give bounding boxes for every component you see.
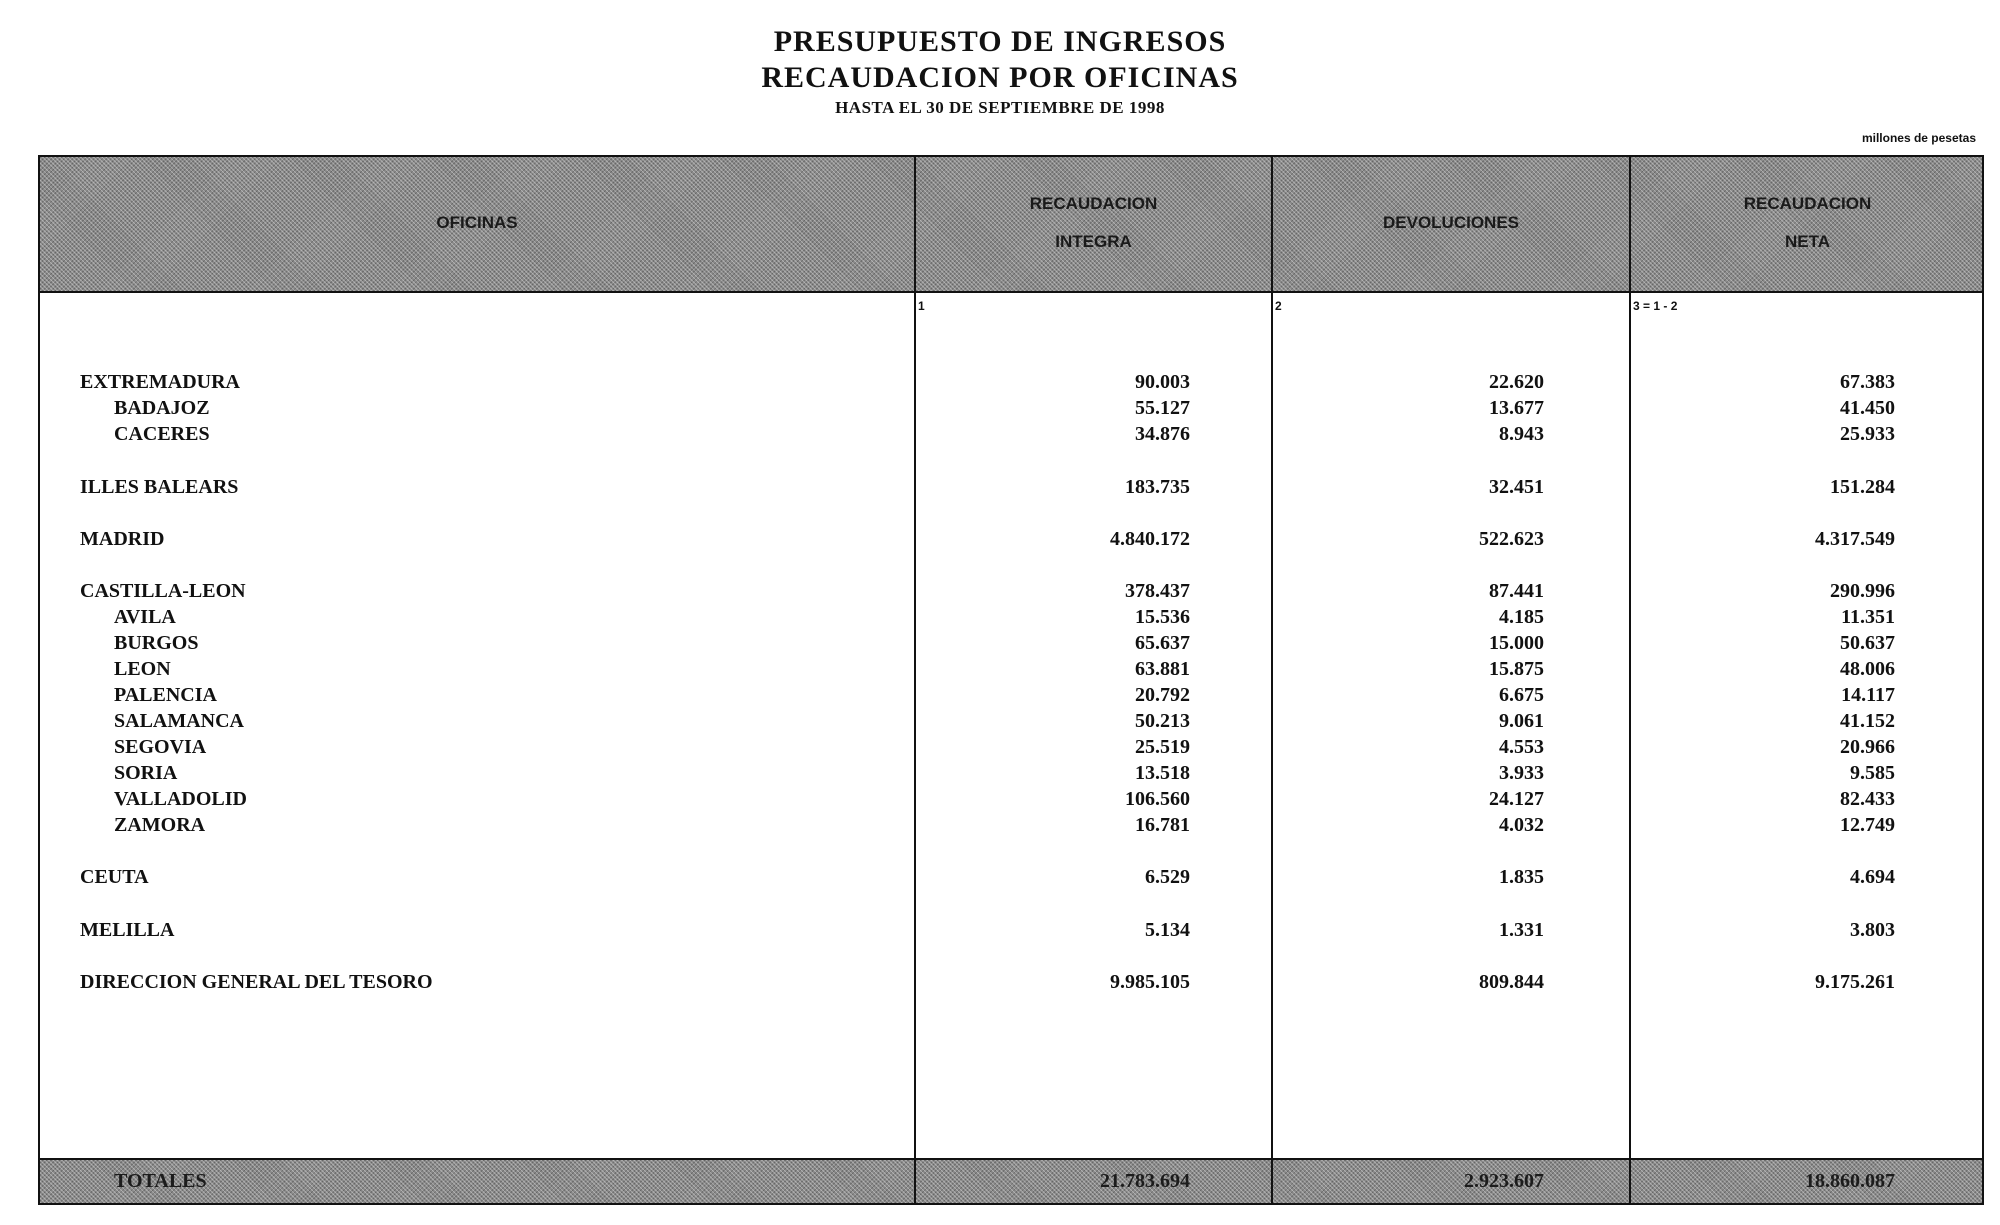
cell-devoluciones: 4.553 bbox=[1499, 736, 1544, 758]
cell-devoluciones: 1.835 bbox=[1499, 866, 1544, 888]
table-row-illes-balears bbox=[40, 474, 1982, 500]
cell-devoluciones: 4.185 bbox=[1499, 606, 1544, 628]
row-label: SORIA bbox=[114, 762, 178, 784]
row-label: ZAMORA bbox=[114, 814, 206, 836]
table-row-melilla bbox=[40, 917, 1982, 943]
cell-neta: 9.175.261 bbox=[1815, 971, 1895, 993]
cell-neta: 11.351 bbox=[1841, 606, 1895, 628]
cell-devoluciones: 32.451 bbox=[1489, 476, 1544, 498]
cell-integra: 55.127 bbox=[1135, 397, 1190, 419]
table-row-soria bbox=[40, 760, 1982, 786]
row-label: AVILA bbox=[114, 606, 176, 628]
cell-integra: 183.735 bbox=[1125, 476, 1190, 498]
cell-devoluciones: 15.875 bbox=[1489, 658, 1544, 680]
header-integra-line2: INTEGRA bbox=[1055, 232, 1132, 251]
table-row-leon bbox=[40, 656, 1982, 682]
cell-integra: 6.529 bbox=[1145, 866, 1190, 888]
row-label: CACERES bbox=[114, 423, 210, 445]
cell-devoluciones: 809.844 bbox=[1479, 971, 1544, 993]
totals-integra: 21.783.694 bbox=[1100, 1170, 1190, 1192]
header-neta-line1: RECAUDACION bbox=[1743, 194, 1872, 213]
row-label: MELILLA bbox=[80, 919, 175, 941]
cell-devoluciones: 24.127 bbox=[1489, 788, 1544, 810]
cell-neta: 14.117 bbox=[1841, 684, 1895, 706]
cell-devoluciones: 522.623 bbox=[1479, 528, 1544, 550]
cell-integra: 20.792 bbox=[1135, 684, 1190, 706]
totals-neta: 18.860.087 bbox=[1805, 1170, 1895, 1192]
cell-neta: 3.803 bbox=[1850, 919, 1895, 941]
table-row-direccion-general-del-tesoro bbox=[40, 969, 1982, 995]
totals-devoluciones: 2.923.607 bbox=[1464, 1170, 1544, 1192]
header-integra-line1: RECAUDACION bbox=[1029, 194, 1158, 213]
cell-neta: 25.933 bbox=[1840, 423, 1895, 445]
table-row-segovia bbox=[40, 734, 1982, 760]
cell-devoluciones: 22.620 bbox=[1489, 371, 1544, 393]
cell-integra: 90.003 bbox=[1135, 371, 1190, 393]
report-date-range: HASTA EL 30 DE SEPTIEMBRE DE 1998 bbox=[835, 98, 1165, 117]
table-row-madrid bbox=[40, 526, 1982, 552]
cell-integra: 16.781 bbox=[1135, 814, 1190, 836]
cell-integra: 65.637 bbox=[1135, 632, 1190, 654]
header-recaudacion-integra bbox=[916, 185, 1271, 261]
cell-devoluciones: 6.675 bbox=[1499, 684, 1544, 706]
row-label: LEON bbox=[114, 658, 171, 680]
cell-integra: 106.560 bbox=[1125, 788, 1190, 810]
cell-integra: 34.876 bbox=[1135, 423, 1190, 445]
row-label: SEGOVIA bbox=[114, 736, 207, 758]
units-label: millones de pesetas bbox=[1861, 131, 1976, 145]
cell-devoluciones: 4.032 bbox=[1499, 814, 1544, 836]
header-neta-line2: NETA bbox=[1784, 232, 1830, 251]
cell-neta: 151.284 bbox=[1830, 476, 1895, 498]
column-number-3: 3 = 1 - 2 bbox=[1633, 299, 1678, 313]
cell-neta: 4.317.549 bbox=[1815, 528, 1895, 550]
cell-devoluciones: 3.933 bbox=[1499, 762, 1544, 784]
table-row-zamora bbox=[40, 812, 1982, 838]
row-label: CASTILLA-LEON bbox=[80, 580, 246, 602]
cell-devoluciones: 1.331 bbox=[1499, 919, 1544, 941]
cell-integra: 13.518 bbox=[1135, 762, 1190, 784]
cell-neta: 20.966 bbox=[1840, 736, 1895, 758]
header-divider bbox=[40, 291, 1982, 293]
cell-neta: 48.006 bbox=[1840, 658, 1895, 680]
cell-neta: 41.450 bbox=[1840, 397, 1895, 419]
column-number-2: 2 bbox=[1275, 299, 1282, 313]
totals-row bbox=[40, 1160, 1982, 1202]
row-label: DIRECCION GENERAL DEL TESORO bbox=[80, 971, 433, 993]
header-devoluciones: DEVOLUCIONES bbox=[1382, 213, 1520, 232]
row-label: BADAJOZ bbox=[114, 397, 210, 419]
header-recaudacion-neta bbox=[1631, 185, 1984, 261]
cell-devoluciones: 15.000 bbox=[1489, 632, 1544, 654]
revenue-table bbox=[38, 155, 1984, 1205]
cell-devoluciones: 13.677 bbox=[1489, 397, 1544, 419]
cell-neta: 50.637 bbox=[1840, 632, 1895, 654]
table-row-salamanca bbox=[40, 708, 1982, 734]
cell-integra: 4.840.172 bbox=[1110, 528, 1190, 550]
table-row-burgos bbox=[40, 630, 1982, 656]
table-row-ceuta bbox=[40, 864, 1982, 890]
cell-integra: 15.536 bbox=[1135, 606, 1190, 628]
cell-devoluciones: 9.061 bbox=[1499, 710, 1544, 732]
header-oficinas: OFICINAS bbox=[436, 213, 518, 232]
column-number-1: 1 bbox=[918, 299, 925, 313]
table-row-palencia bbox=[40, 682, 1982, 708]
cell-integra: 378.437 bbox=[1125, 580, 1190, 602]
report-title-block bbox=[0, 24, 2000, 118]
table-row-extremadura bbox=[40, 369, 1982, 395]
table-row-castilla-leon bbox=[40, 578, 1982, 604]
totals-label: TOTALES bbox=[114, 1170, 207, 1192]
table-row-caceres bbox=[40, 421, 1982, 447]
cell-integra: 25.519 bbox=[1135, 736, 1190, 758]
cell-neta: 290.996 bbox=[1830, 580, 1895, 602]
row-label: EXTREMADURA bbox=[80, 371, 240, 393]
row-label: ILLES BALEARS bbox=[80, 476, 239, 498]
cell-neta: 4.694 bbox=[1850, 866, 1895, 888]
cell-devoluciones: 87.441 bbox=[1489, 580, 1544, 602]
table-row-valladolid bbox=[40, 786, 1982, 812]
cell-neta: 9.585 bbox=[1850, 762, 1895, 784]
cell-neta: 82.433 bbox=[1840, 788, 1895, 810]
row-label: SALAMANCA bbox=[114, 710, 244, 732]
table-row-avila bbox=[40, 604, 1982, 630]
cell-integra: 50.213 bbox=[1135, 710, 1190, 732]
cell-devoluciones: 8.943 bbox=[1499, 423, 1544, 445]
row-label: PALENCIA bbox=[114, 684, 217, 706]
table-row-badajoz bbox=[40, 395, 1982, 421]
row-label: MADRID bbox=[80, 528, 165, 550]
report-title: PRESUPUESTO DE INGRESOS bbox=[773, 25, 1227, 58]
row-label: VALLADOLID bbox=[114, 788, 247, 810]
report-subtitle: RECAUDACION POR OFICINAS bbox=[761, 61, 1239, 94]
cell-neta: 67.383 bbox=[1840, 371, 1895, 393]
cell-neta: 41.152 bbox=[1840, 710, 1895, 732]
row-label: CEUTA bbox=[80, 866, 149, 888]
cell-integra: 63.881 bbox=[1135, 658, 1190, 680]
cell-neta: 12.749 bbox=[1840, 814, 1895, 836]
cell-integra: 9.985.105 bbox=[1110, 971, 1190, 993]
cell-integra: 5.134 bbox=[1145, 919, 1190, 941]
row-label: BURGOS bbox=[114, 632, 199, 654]
